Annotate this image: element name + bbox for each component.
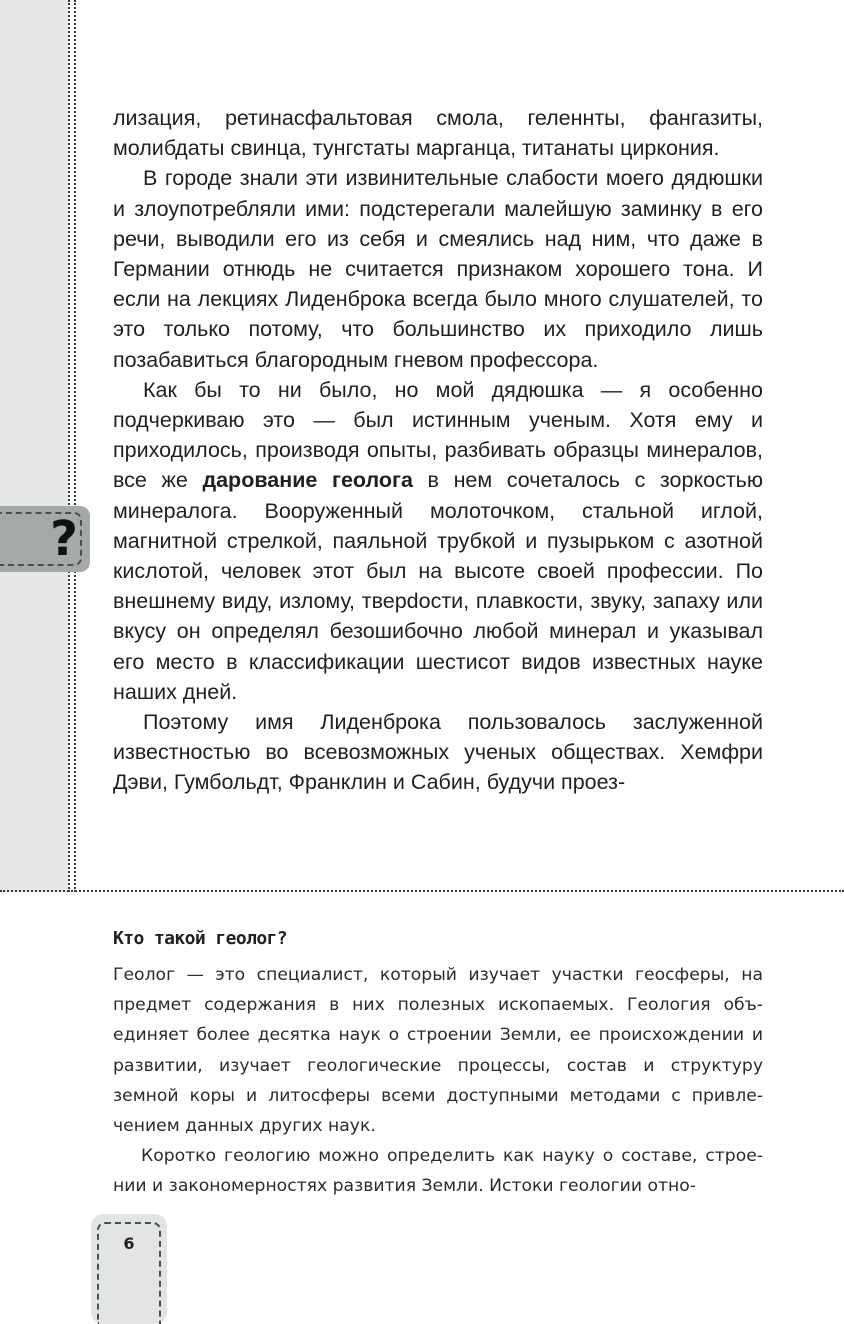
sidebar-paragraph-2: Коротко геологию можно определить как науку о составе, строении и закономерностях развития Земли. Истоки геологии отно-: [113, 1146, 763, 1197]
sidebar-paragraph-1: Геолог — это специалист, который изучает участки геосферы, на предмет содержания в них полезных ископаемых. Геология объединяет более десятка наук о строении Земли, ее происхождении и развитии, изучает геологические процессы, состав и структуру земной коры и литосферы всеми доступными методами с привлечением данных других наук.: [113, 965, 763, 1137]
question-tab: [0, 506, 90, 572]
paragraph-3-end: в нем сочеталось с зоркостью минералога. Вооруженный молоточком, стальной иглой, магнитной стрелкой, паяльной трубкой и пузырьком с азотной кислотой, человек этот был на высоте своей профессии. По внешнему виду, излому, тверdости, плавкости, звуку, запаху или вкусу он определял безошибочно любой минерал и указывал его место в классификации шестисот видов известных науке наших дней.: [113, 468, 763, 704]
main-text: [113, 103, 763, 798]
paragraph-2: В городе знали эти извинительные слабости моего дядюшки и злоупотребляли ими: подстерегали малейшую заминку в его речи, выводили его из себя и смеялись над ним, что даже в Германии отнюдь не считается признаком хорошего тона. И если на лекциях Лиденброка всегда было много слушателей, то это только потому, что большинство их приходило лишь позабавиться благородным гневом профессора.: [113, 166, 763, 372]
paragraph-3-start: Как бы то ни было, но мой дядюшка — я особенно подчеркиваю это — был истинным ученым. Хотя ему и приходилось, производя опыты, разбивать образцы минералов, все же: [113, 377, 763, 493]
page-number: 6: [123, 1234, 135, 1253]
sidebar-heading: Кто такой геолог?: [113, 928, 288, 949]
margin-rule-right: [74, 0, 76, 892]
paragraph-1: лизация, ретинасфальтовая смола, геленнты, фангазиты, молибдаты свинца, тунгстаты марганца, титанаты циркония.: [113, 106, 763, 161]
paragraph-4: Поэтому имя Лиденброка пользовалось заслуженной известностью во всевозможных ученых обществах. Хемфри Дэви, Гумбольдт, Франклин и Сабин, будучи проез-: [113, 710, 763, 795]
paragraph-3: [113, 375, 763, 707]
highlighted-term: дарование геолога: [202, 468, 413, 493]
margin-rule-left: [68, 0, 70, 892]
page-number-tab: [91, 1214, 167, 1324]
question-mark-icon: ?: [50, 511, 78, 567]
margin-strip: [0, 0, 68, 892]
section-divider: [0, 890, 844, 892]
sidebar-text: [113, 960, 763, 1202]
